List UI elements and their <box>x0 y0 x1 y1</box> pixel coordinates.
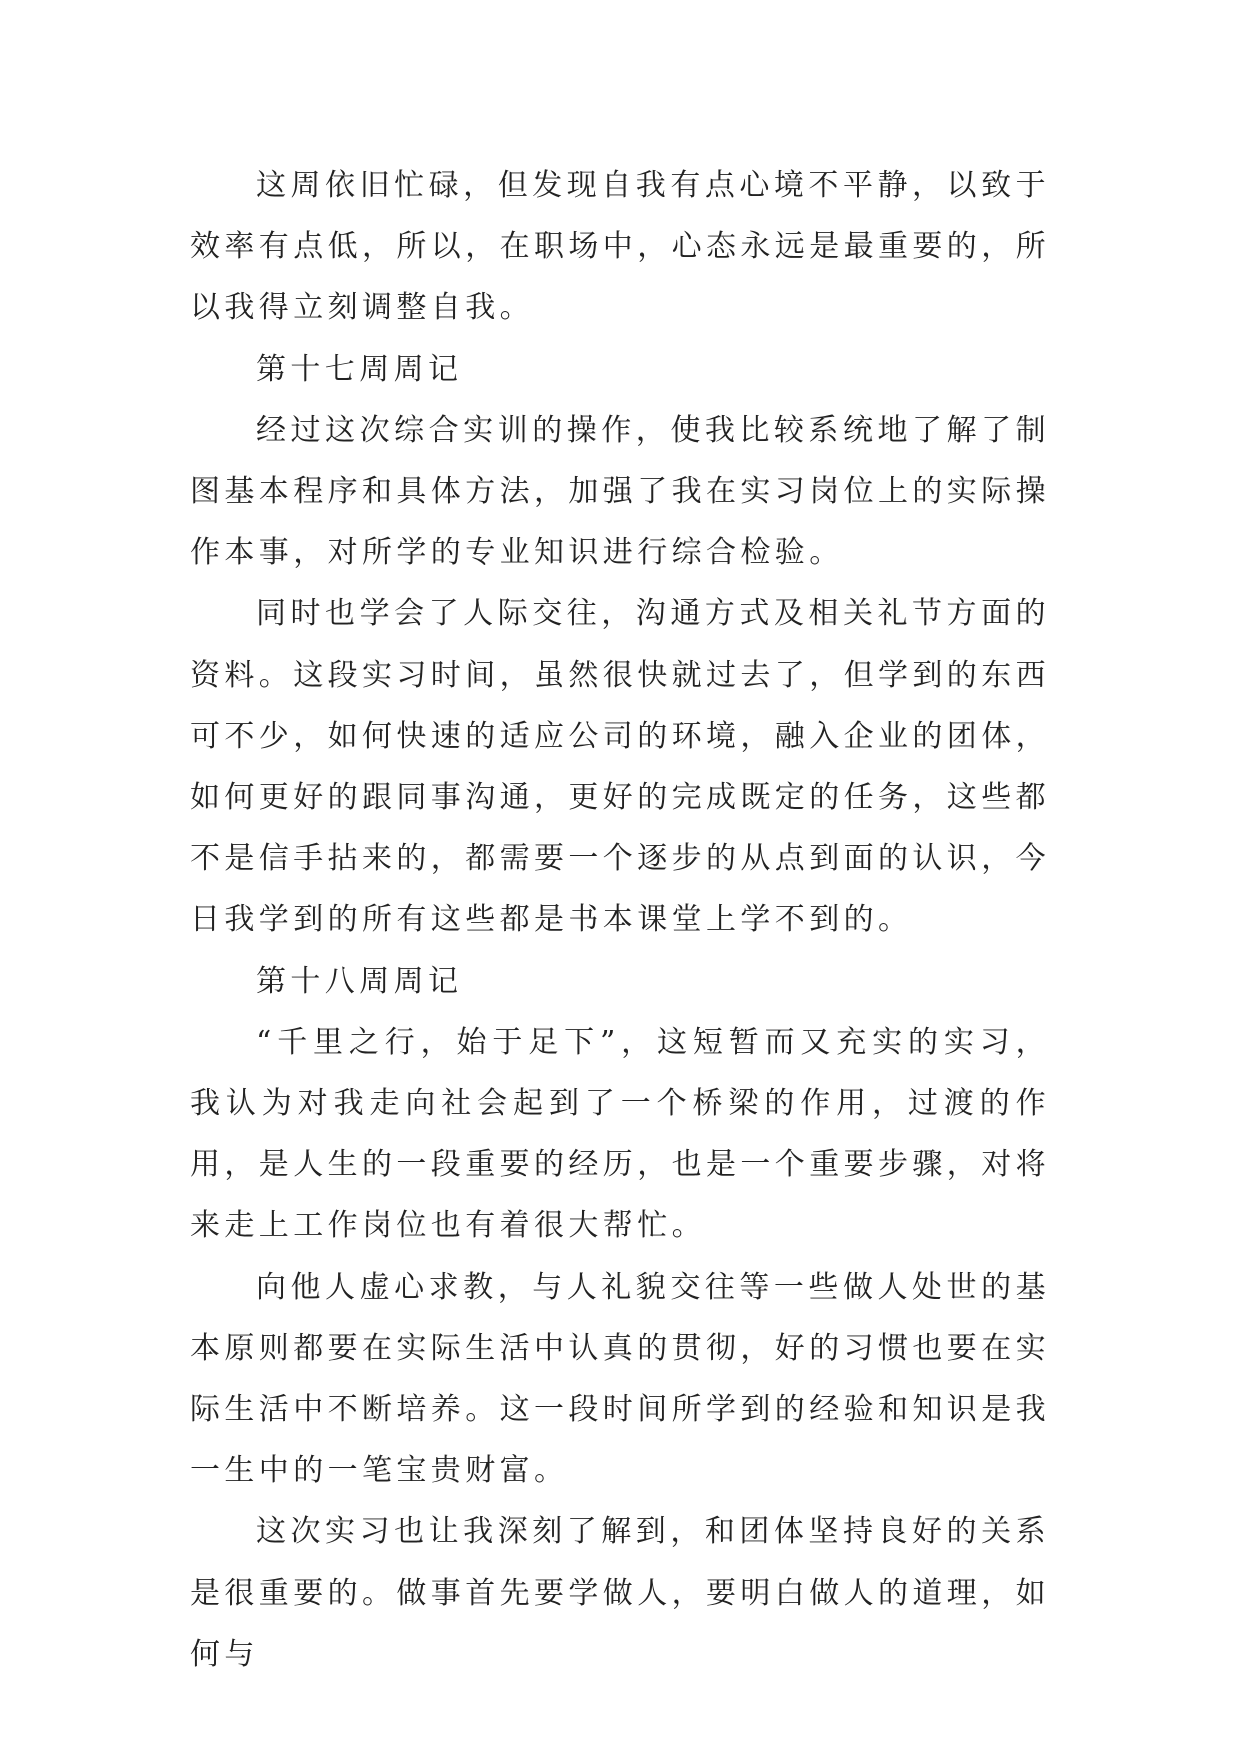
paragraph: 这周依旧忙碌，但发现自我有点心境不平静，以致于效率有点低，所以，在职场中，心态永远是最重要的，所以我得立刻调整自我。 <box>190 168 1050 326</box>
paragraph: 同时也学会了人际交往，沟通方式及相关礼节方面的资料。这段实习时间，虽然很快就过去了，但学到的东西可不少，如何快速的适应公司的环境，融入企业的团体，如何更好的跟同事沟通，更好的完成既定的任务，这些都不是信手拈来的，都需要一个逐步的从点到面的认识，今日我学到的所有这些都是书本课堂上学不到的。 <box>190 596 1050 938</box>
section-heading: 第十七周周记 <box>256 351 463 387</box>
paragraph: 经过这次综合实训的操作，使我比较系统地了解了制图基本程序和具体方法，加强了我在实习岗位上的实际操作本事，对所学的专业知识进行综合检验。 <box>190 412 1050 571</box>
document-body <box>190 155 1050 1685</box>
paragraph: 向他人虚心求教，与人礼貌交往等一些做人处世的基本原则都要在实际生活中认真的贯彻，好的习惯也要在实际生活中不断培养。这一段时间所学到的经验和知识是我一生中的一笔宝贵财富。 <box>190 1269 1050 1489</box>
paragraph: “千里之行，始于足下”，这短暂而又充实的实习，我认为对我走向社会起到了一个桥梁的作用，过渡的作用，是人生的一段重要的经历，也是一个重要步骤，对将来走上工作岗位也有着很大帮忙。 <box>190 1024 1050 1244</box>
paragraph: 这次实习也让我深刻了解到，和团体坚持良好的关系是很重要的。做事首先要学做人，要明白做人的道理，如何与 <box>190 1514 1050 1672</box>
section-heading: 第十八周周记 <box>256 963 463 999</box>
